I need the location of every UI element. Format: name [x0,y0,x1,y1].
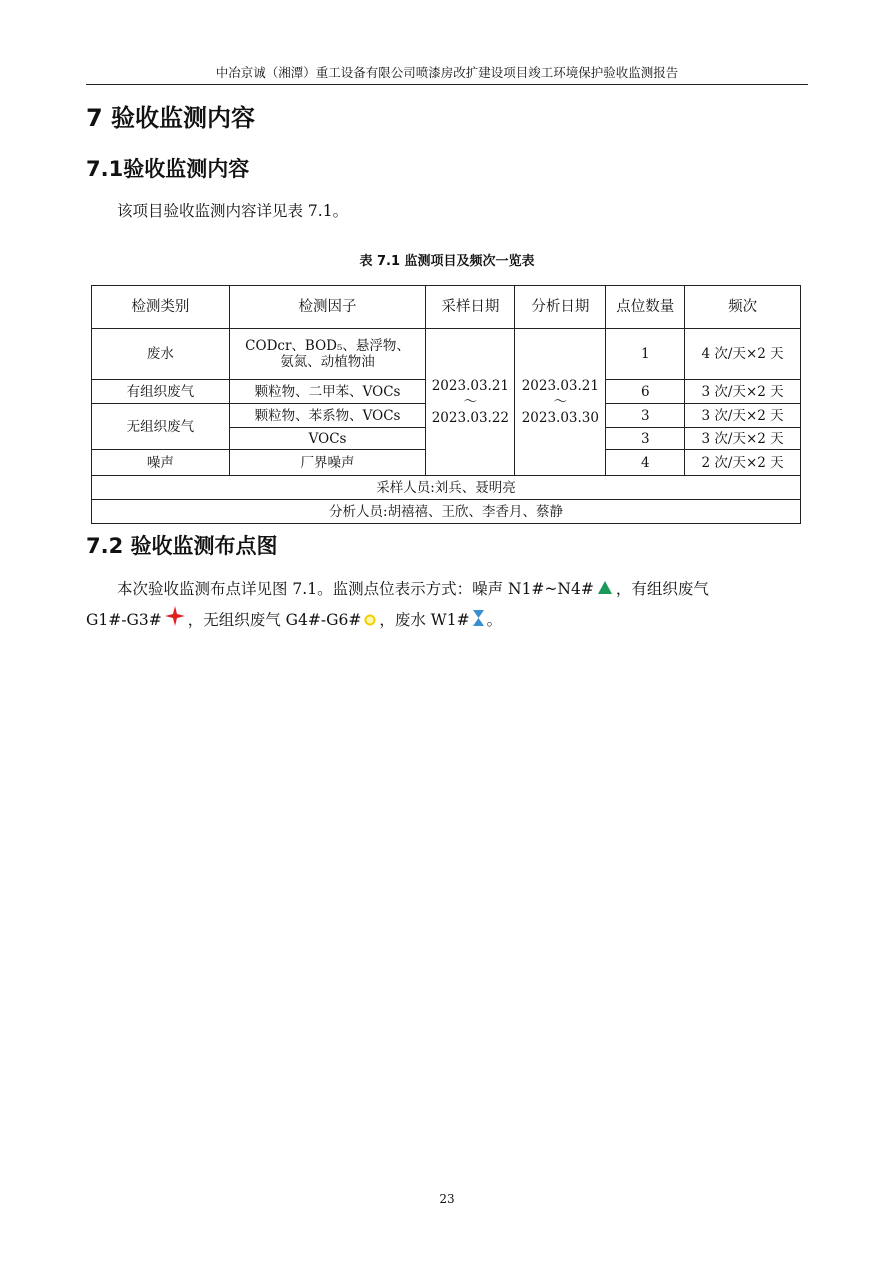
sample-date-end: 2023.03.22 [431,410,510,426]
blue-hourglass-icon [473,606,484,636]
para-text: ，有组织废气 [615,580,709,598]
table-header-row [92,286,801,329]
analysis-date-start: 2023.03.21 [521,378,599,394]
green-triangle-icon [597,575,613,605]
section-7-1-title: 7.1验收监测内容 [86,157,250,181]
sample-date-start: 2023.03.21 [431,378,510,394]
cell-points: 4 [606,450,685,476]
sampling-staff-cell: 采样人员:刘兵、聂明亮 [92,476,801,500]
header-points: 点位数量 [606,286,685,329]
cell-sample-date [426,329,515,476]
red-star-icon [165,606,185,636]
table-row [92,329,801,380]
factor-line: CODcr、BOD₅、悬浮物、 [245,338,410,354]
cell-points: 1 [606,329,685,380]
sample-date-sep: ～ [463,394,478,410]
cell-points: 6 [606,380,685,404]
yellow-circle-icon [364,606,376,636]
table-row [92,476,801,500]
para-text: ，无组织废气 G4#-G6# [187,611,362,629]
para-text: ，废水 W1# [379,611,470,629]
section-7-2-title: 7.2 验收监测布点图 [86,534,278,558]
cell-factor: VOCs [229,428,426,450]
cell-frequency: 3 次/天×2 天 [685,428,801,450]
cell-analysis-date [515,329,606,476]
para-text: 本次验收监测布点详见图 7.1。监测点位表示方式：噪声 N1#~N4# [117,580,594,598]
cell-category: 有组织废气 [92,380,230,404]
header-sample-date: 采样日期 [426,286,515,329]
cell-frequency: 3 次/天×2 天 [685,404,801,428]
cell-category: 噪声 [92,450,230,476]
cell-category: 废水 [92,329,230,380]
table-row [92,500,801,524]
header-frequency: 频次 [685,286,801,329]
section-7-2-paragraph [86,574,808,636]
cell-points: 3 [606,404,685,428]
cell-points: 3 [606,428,685,450]
cell-frequency: 2 次/天×2 天 [685,450,801,476]
cell-factor: 颗粒物、苯系物、VOCs [229,404,426,428]
header-analysis-date: 分析日期 [515,286,606,329]
monitoring-table [91,285,801,524]
analysis-date-sep: ～ [553,394,568,410]
cell-factor [229,329,426,380]
table-caption: 表 7.1 监测项目及频次一览表 [359,254,535,269]
factor-line: 氨氮、动植物油 [280,354,375,370]
section-7-1-intro: 该项目验收监测内容详见表 7.1。 [117,202,349,220]
page-number: 23 [439,1192,455,1206]
page-header: 中冶京诚（湘潭）重工设备有限公司喷漆房改扩建设项目竣工环境保护验收监测报告 [86,62,808,85]
header-factor: 检测因子 [229,286,426,329]
section-7-title: 7 验收监测内容 [86,104,256,132]
para-text: 。 [486,611,503,629]
cell-frequency: 3 次/天×2 天 [685,380,801,404]
header-category: 检测类别 [92,286,230,329]
analysis-staff-cell: 分析人员:胡禧禧、王欣、李香月、蔡静 [92,500,801,524]
cell-category: 无组织废气 [92,404,230,450]
cell-frequency: 4 次/天×2 天 [685,329,801,380]
para-text: G1#-G3# [86,611,162,629]
cell-factor: 颗粒物、二甲苯、VOCs [229,380,426,404]
analysis-date-end: 2023.03.30 [521,410,599,426]
cell-factor: 厂界噪声 [229,450,426,476]
